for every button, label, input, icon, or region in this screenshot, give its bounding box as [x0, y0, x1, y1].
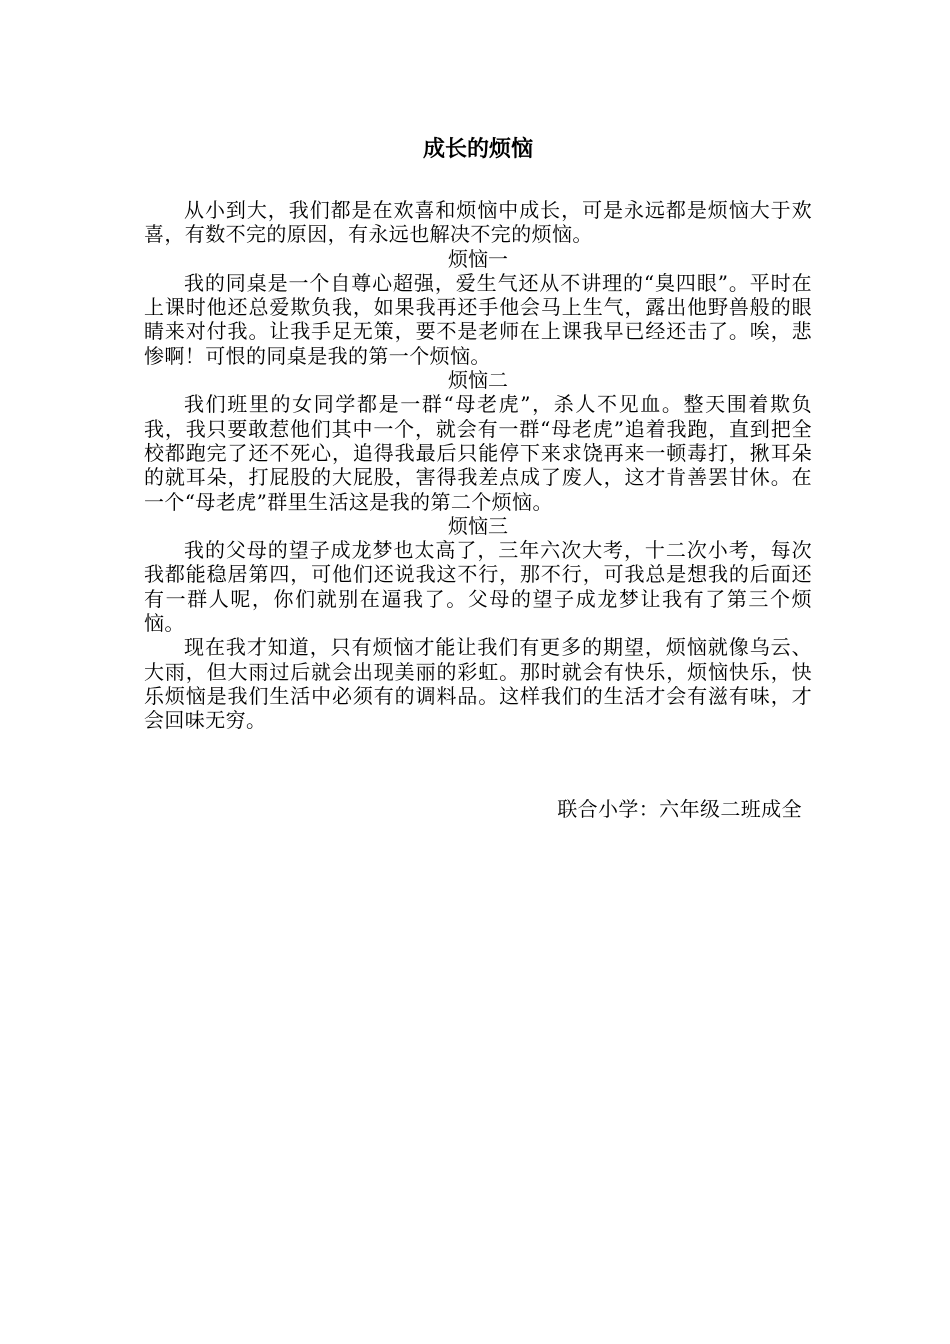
- section-paragraph-2: 我们班里的女同学都是一群“母老虎”，杀人不见血。整天围着欺负我，我只要敢惹他们其中一个，就会有一群“母老虎”追着我跑，直到把全校都跑完了还不死心，追得我最后只能停下来求饶再来一顿毒打，揪耳朵的就耳朵，打屁股的大屁股，害得我差点成了废人，这才肯善罢甘休。在一个“母老虎”群里生活这是我的第二个烦恼。: [144, 392, 812, 514]
- conclusion-paragraph: 现在我才知道，只有烦恼才能让我们有更多的期望，烦恼就像乌云、大雨，但大雨过后就会出现美丽的彩虹。那时就会有快乐，烦恼快乐，快乐烦恼是我们生活中必须有的调料品。这样我们的生活才会有滋有味，才会回味无穷。: [144, 635, 812, 733]
- section-heading-1: 烦恼一: [448, 246, 508, 271]
- document-page: [144, 0, 812, 1344]
- intro-paragraph: 从小到大，我们都是在欢喜和烦恼中成长，可是永远都是烦恼大于欢喜，有数不完的原因，有永远也解决不完的烦恼。: [144, 198, 812, 247]
- section-heading-2: 烦恼二: [448, 368, 508, 393]
- author-signature: 联合小学：六年级二班成全: [557, 797, 802, 821]
- section-paragraph-1: 我的同桌是一个自尊心超强，爱生气还从不讲理的“臭四眼”。平时在上课时他还总爱欺负我，如果我再还手他会马上生气，露出他野兽般的眼睛来对付我。让我手足无策，要不是老师在上课我早已经还击了。唉，悲惨啊！可恨的同桌是我的第一个烦恼。: [144, 270, 812, 368]
- section-heading-3: 烦恼三: [448, 513, 508, 538]
- essay-title: 成长的烦恼: [422, 137, 533, 162]
- essay-body: [144, 198, 812, 733]
- section-paragraph-3: 我的父母的望子成龙梦也太高了，三年六次大考，十二次小考，每次我都能稳居第四，可他们还说我这不行，那不行，可我总是想我的后面还有一群人呢，你们就别在逼我了。父母的望子成龙梦让我有了第三个烦恼。: [144, 538, 812, 636]
